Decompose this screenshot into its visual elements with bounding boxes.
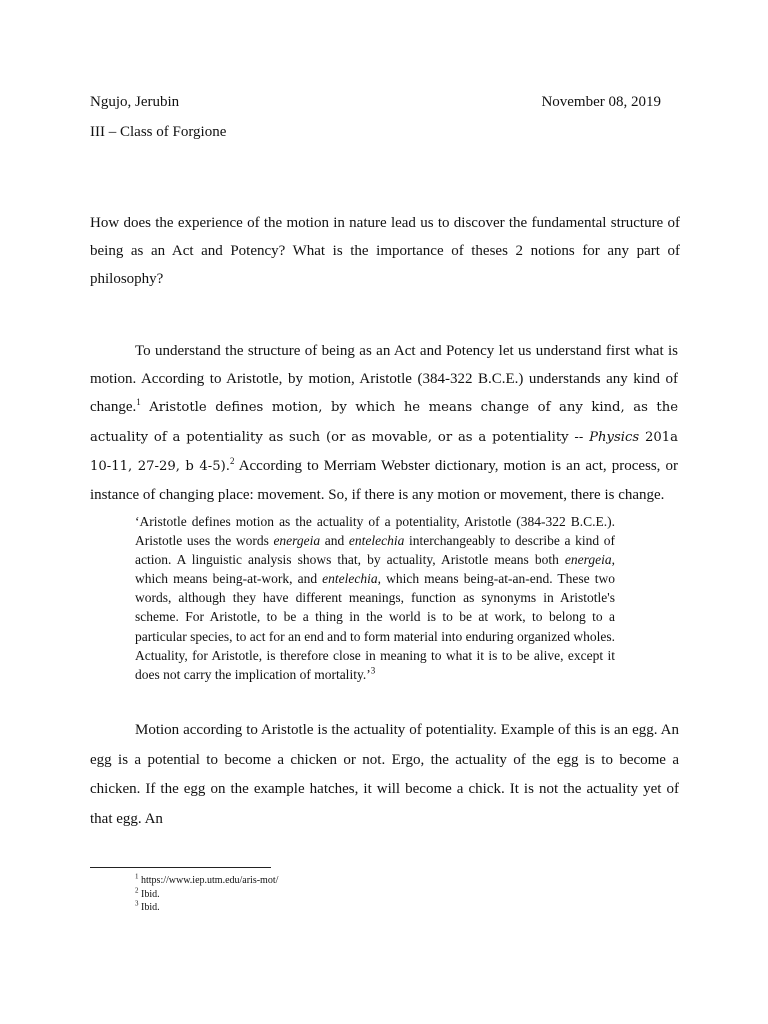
block-quote [135,512,615,684]
footnote-1 [135,874,278,888]
footnote-number: 2 [135,886,139,895]
body-paragraph-1 [90,337,678,509]
quote-text-c: , which means being-at-work, and [135,552,615,587]
footnote-ref-3: 3 [370,665,376,676]
footnote-text: https://www.iep.utm.edu/aris-mot/ [138,875,279,886]
footnote-ref-1: 1 [136,397,141,408]
physics-title: Physics [589,429,640,445]
quote-text-b: interchangeably to describe a kind of action. A linguistic analysis shows that, by actuality, Aristotle means both [135,533,615,568]
footnote-number: 3 [135,899,139,908]
quote-text-and: and [320,533,349,549]
essay-question: How does the experience of the motion in nature lead us to discover the fundamental structure of being as an Act and Potency? What is the importance of theses 2 notions for any part of philosophy? [90,215,680,287]
footnotes-list [135,874,278,915]
footnote-number: 1 [135,872,139,881]
document-date: November 08, 2019 [541,94,661,110]
body-paragraph-2: Motion according to Aristotle is the actuality of potentiality. Example of this is an egg. An egg is a potential to become a chicken or not. Ergo, the actuality of the egg is to become a chicken. If the egg on the example hatches, it will become a chick. It is not the actuality yet of that egg. An [90,722,679,827]
author-name: Ngujo, Jerubin [90,94,180,110]
quote-text-a: ‘Aristotle defines motion as the actuality of a potentiality, Aristotle (384-322 B.C.E.). Aristotle uses the words [135,514,615,549]
quote-text-d: , which means being-at-an-end. These two words, although they have different meanings, function as synonyms in Aristotle's scheme. For Aristotle, to be a thing in the world is to be at work, to belong to a particular species, to act for an end and to form material into enduring organized wholes. Actuality, for Aristotle, is therefore close in meaning to what it is to be alive, except it does not carry the implication of mortality.’ [135,571,615,682]
footnote-separator [90,867,271,868]
paragraph-1-text-c: 201a 10-11, 27-29, b 4-5). [90,429,678,474]
paragraph-1-text-a: To understand the structure of being as an Act and Potency let us understand first what is motion. According to Aristotle, by motion, Aristotle (384-322 B.C.E.) understands any kind of change. [90,343,678,416]
term-entelechia: entelechia [348,533,405,549]
footnote-3 [135,901,278,915]
term-energeia-2: energeia [564,552,612,568]
class-label: III – Class of Forgione [90,124,227,140]
footnote-text: Ibid. [138,888,160,900]
paragraph-1-text-b: Aristotle defines motion, by which he means change of any kind, as the actuality of a potentiality as such (or as movable, or as a potentiality -- [90,400,678,445]
footnote-text: Ibid. [138,902,160,913]
footnote-2 [135,888,278,902]
term-entelechia-2: entelechia [322,571,378,587]
paragraph-1-text-d: According to Merriam Webster dictionary, motion is an act, process, or instance of changing place: movement. So, if there is any motion or movement, there is change. [90,457,678,504]
footnote-ref-2: 2 [229,455,235,466]
term-energeia: energeia [273,533,321,549]
